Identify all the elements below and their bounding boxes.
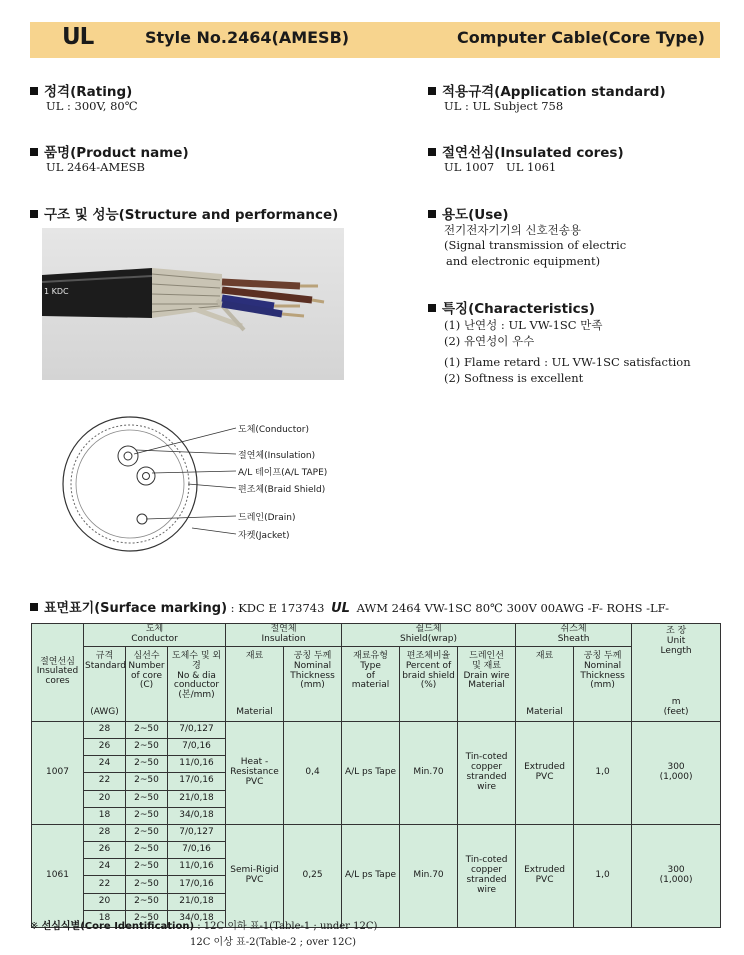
use-line-2: (Signal transmission of electric bbox=[444, 238, 627, 252]
photo-print-text: 1 KDC bbox=[44, 287, 69, 296]
cell-cores: 2~50 bbox=[126, 756, 168, 773]
insulated-value-1061: UL 1061 bbox=[506, 160, 557, 174]
application-value: UL : UL Subject 758 bbox=[444, 99, 564, 113]
footnote-title: 선심식별(Core Identification) bbox=[41, 921, 195, 932]
bullet-square-icon bbox=[30, 603, 38, 611]
g1-length: 300 (1,000) bbox=[632, 721, 721, 824]
th-sheath-thickness: 공칭 두께 Nominal Thickness (mm) bbox=[574, 646, 632, 721]
table-row bbox=[32, 824, 721, 841]
th-conductor: 도체 Conductor bbox=[84, 624, 226, 647]
cell-cores: 2~50 bbox=[126, 876, 168, 893]
application-heading: 적용규격(Application standard) bbox=[428, 80, 666, 100]
cell-awg: 20 bbox=[84, 790, 126, 807]
marking-post: AWM 2464 VW-1SC 80℃ 300V 00AWG -F- ROHS -LF- bbox=[356, 601, 670, 615]
product-heading: 품명(Product name) bbox=[30, 141, 189, 161]
cable-photo bbox=[42, 228, 344, 380]
g1-sheath-material: Extruded PVC bbox=[516, 721, 574, 824]
cell-dia: 7/0,16 bbox=[168, 842, 226, 859]
spec-table bbox=[31, 623, 721, 928]
drain-wire bbox=[137, 514, 147, 524]
cell-awg: 24 bbox=[84, 756, 126, 773]
product-value: UL 2464-AMESB bbox=[46, 160, 145, 174]
cell-dia: 11/0,16 bbox=[168, 859, 226, 876]
footnote-mark: ※ bbox=[30, 921, 39, 932]
label-jacket: 자켓(Jacket) bbox=[238, 531, 290, 541]
cell-awg: 18 bbox=[84, 910, 126, 927]
cell-cores: 2~50 bbox=[126, 859, 168, 876]
g2-drain: Tin-coted copper stranded wire bbox=[458, 824, 516, 927]
footnote-line-2: 12C 이상 표-2(Table-2 ; over 12C) bbox=[190, 937, 357, 948]
g2-sheath-thickness: 1,0 bbox=[574, 824, 632, 927]
th-insulation: 절연체 Insulation bbox=[226, 624, 342, 647]
cell-cores: 2~50 bbox=[126, 738, 168, 755]
th-shield: 쉴드체 Shield(wrap) bbox=[342, 624, 516, 647]
bullet-square-icon bbox=[30, 148, 38, 156]
cell-dia: 34/0,18 bbox=[168, 807, 226, 824]
cell-awg: 18 bbox=[84, 807, 126, 824]
g1-ins-material: Heat - Resistance PVC bbox=[226, 721, 284, 824]
cell-awg: 24 bbox=[84, 859, 126, 876]
bullet-square-icon bbox=[428, 210, 436, 218]
cell-cores: 2~50 bbox=[126, 910, 168, 927]
cell-cores: 2~50 bbox=[126, 893, 168, 910]
g2-braid-percent: Min.70 bbox=[400, 824, 458, 927]
th-drain-wire: 드레인선 및 재료 Drain wire Material bbox=[458, 646, 516, 721]
char-line-1: (1) 난연성 : UL VW-1SC 만족 bbox=[444, 318, 603, 332]
cell-dia: 7/0,127 bbox=[168, 824, 226, 841]
label-braid: 편조체(Braid Shield) bbox=[238, 485, 326, 495]
th-braid-percent: 편조체비율 Percent of braid shield (%) bbox=[400, 646, 458, 721]
cell-dia: 17/0,16 bbox=[168, 773, 226, 790]
cell-cores: 2~50 bbox=[126, 807, 168, 824]
marking-title: 표면표기(Surface marking) bbox=[44, 601, 228, 616]
bullet-square-icon bbox=[428, 87, 436, 95]
bullet-square-icon bbox=[428, 148, 436, 156]
g2-ins-material: Semi-Rigid PVC bbox=[226, 824, 284, 927]
cell-dia: 17/0,16 bbox=[168, 876, 226, 893]
cell-awg: 26 bbox=[84, 738, 126, 755]
cell-dia: 11/0,16 bbox=[168, 756, 226, 773]
th-ins-thickness: 공칭 두께 Nominal Thickness (mm) bbox=[284, 646, 342, 721]
ul-label: UL bbox=[62, 24, 94, 50]
th-number-of-core: 심선수 Number of core (C) bbox=[126, 646, 168, 721]
th-unit-length: 조 장 Unit Length m (feet) bbox=[632, 624, 721, 722]
char-line-2: (2) 유연성이 우수 bbox=[444, 334, 535, 348]
page-header-band bbox=[30, 22, 720, 58]
th-standard: 규격 Standard (AWG) bbox=[84, 646, 126, 721]
rating-value: UL : 300V, 80℃ bbox=[46, 99, 138, 113]
core-1007: 1007 bbox=[32, 721, 84, 824]
core-1061: 1061 bbox=[32, 824, 84, 927]
cell-awg: 22 bbox=[84, 876, 126, 893]
th-shield-type: 재료유형 Type of material bbox=[342, 646, 400, 721]
surface-marking bbox=[30, 597, 669, 616]
g1-braid-percent: Min.70 bbox=[400, 721, 458, 824]
th-insulated-cores: 절연선심 Insulated cores bbox=[32, 624, 84, 722]
g2-length: 300 (1,000) bbox=[632, 824, 721, 927]
cell-awg: 22 bbox=[84, 773, 126, 790]
cell-cores: 2~50 bbox=[126, 842, 168, 859]
g2-ins-thickness: 0,25 bbox=[284, 824, 342, 927]
th-ins-material: 재료 Material bbox=[226, 646, 284, 721]
cell-dia: 21/0,18 bbox=[168, 790, 226, 807]
label-al-tape: A/L 테이프(A/L TAPE) bbox=[238, 468, 328, 478]
use-heading: 용도(Use) bbox=[428, 203, 509, 223]
cell-cores: 2~50 bbox=[126, 790, 168, 807]
table-row bbox=[32, 721, 721, 738]
footnote-text-1: : 12C 이하 표-1(Table-1 ; under 12C) bbox=[197, 921, 378, 932]
cell-dia: 21/0,18 bbox=[168, 893, 226, 910]
g1-shield-type: A/L ps Tape bbox=[342, 721, 400, 824]
cable-illustration bbox=[42, 228, 344, 380]
marking-pre: : KDC E 173743 bbox=[230, 601, 325, 615]
g2-sheath-material: Extruded PVC bbox=[516, 824, 574, 927]
ul-logo-icon: UL bbox=[331, 601, 350, 616]
cell-cores: 2~50 bbox=[126, 773, 168, 790]
g1-ins-thickness: 0,4 bbox=[284, 721, 342, 824]
structure-heading: 구조 및 성능(Structure and performance) bbox=[30, 203, 338, 223]
cell-awg: 26 bbox=[84, 842, 126, 859]
use-line-1: 전기전자기기의 신호전송용 bbox=[444, 223, 581, 237]
th-sheath-material: 재료 Material bbox=[516, 646, 574, 721]
jacket-circle bbox=[63, 417, 197, 551]
label-insulation: 절연체(Insulation) bbox=[238, 451, 316, 461]
g2-shield-type: A/L ps Tape bbox=[342, 824, 400, 927]
g1-sheath-thickness: 1,0 bbox=[574, 721, 632, 824]
th-sheath: 쉬스체 Sheath bbox=[516, 624, 632, 647]
insulated-heading: 절연선심(Insulated cores) bbox=[428, 141, 624, 161]
th-no-dia-conductor: 도체수 및 외경 No & dia conductor (본/mm) bbox=[168, 646, 226, 721]
style-number: Style No.2464(AMESB) bbox=[145, 28, 350, 47]
rating-heading: 정격(Rating) bbox=[30, 80, 132, 100]
cable-category: Computer Cable(Core Type) bbox=[457, 28, 705, 47]
use-line-3: and electronic equipment) bbox=[446, 254, 601, 268]
cell-cores: 2~50 bbox=[126, 721, 168, 738]
characteristics-heading: 특징(Characteristics) bbox=[428, 297, 595, 317]
label-conductor: 도체(Conductor) bbox=[238, 425, 310, 435]
label-drain: 드레인(Drain) bbox=[238, 513, 296, 523]
insulated-value-1007: UL 1007 bbox=[444, 160, 495, 174]
core-1-conductor bbox=[124, 452, 132, 460]
g1-drain: Tin-coted copper stranded wire bbox=[458, 721, 516, 824]
cell-cores: 2~50 bbox=[126, 824, 168, 841]
bullet-square-icon bbox=[428, 304, 436, 312]
footnote-line-1 bbox=[30, 917, 377, 932]
bullet-square-icon bbox=[30, 210, 38, 218]
bullet-square-icon bbox=[30, 87, 38, 95]
cell-awg: 28 bbox=[84, 824, 126, 841]
cell-dia: 34/0,18 bbox=[168, 910, 226, 927]
cell-awg: 28 bbox=[84, 721, 126, 738]
char-line-4: (2) Softness is excellent bbox=[444, 371, 584, 385]
core-2-conductor bbox=[143, 473, 150, 480]
cell-dia: 7/0,16 bbox=[168, 738, 226, 755]
char-line-3: (1) Flame retard : UL VW-1SC satisfaction bbox=[444, 355, 691, 369]
cell-dia: 7/0,127 bbox=[168, 721, 226, 738]
cell-awg: 20 bbox=[84, 893, 126, 910]
